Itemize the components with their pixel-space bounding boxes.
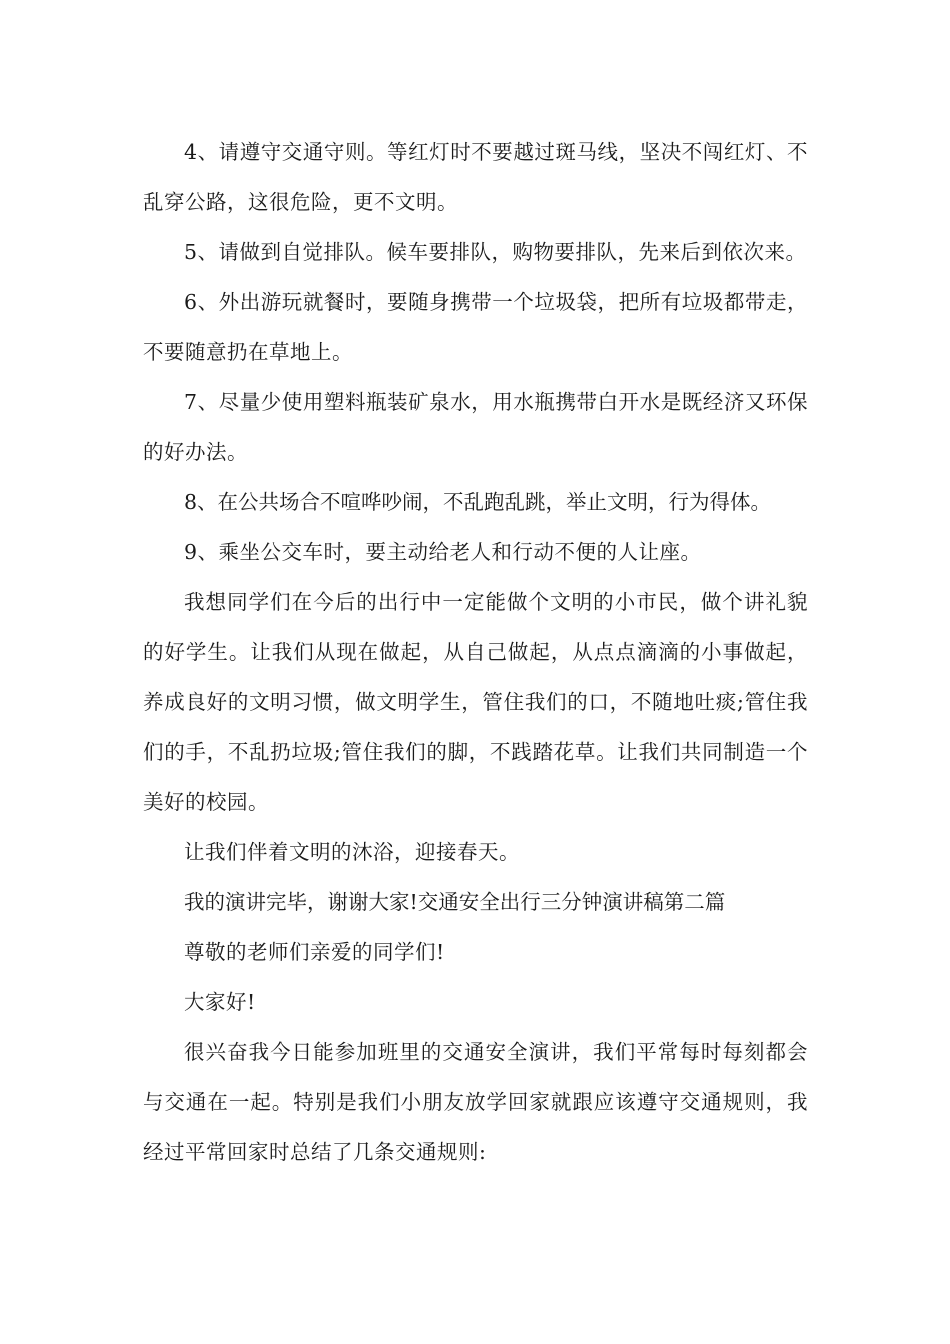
paragraph-rule-6: 6、外出游玩就餐时，要随身携带一个垃圾袋，把所有垃圾都带走，不要随意扔在草地上。 <box>143 290 808 364</box>
paragraph-rule-8: 8、在公共场合不喧哗吵闹，不乱跑乱跳，举止文明，行为得体。 <box>184 490 772 514</box>
paragraph-rule-9: 9、乘坐公交车时，要主动给老人和行动不便的人让座。 <box>184 540 702 564</box>
paragraph-salutation: 尊敬的老师们亲爱的同学们! <box>184 940 445 964</box>
paragraph-closing-and-second-title: 我的演讲完毕，谢谢大家!交通安全出行三分钟演讲稿第二篇 <box>184 890 726 914</box>
paragraph-second-speech-intro: 很兴奋我今日能参加班里的交通安全演讲，我们平常每时每刻都会与交通在一起。特别是我们小朋友放学回家就跟应该遵守交通规则，我经过平常回家时总结了几条交通规则: <box>143 1040 808 1164</box>
paragraph-rule-5: 5、请做到自觉排队。候车要排队，购物要排队，先来后到依次来。 <box>184 240 807 264</box>
paragraph-civility-appeal: 我想同学们在今后的出行中一定能做个文明的小市民，做个讲礼貌的好学生。让我们从现在做起，从自己做起，从点点滴滴的小事做起，养成良好的文明习惯，做文明学生，管住我们的口，不随地吐痰;管住我们的手，不乱扔垃圾;管住我们的脚，不践踏花草。让我们共同制造一个美好的校园。 <box>143 590 808 814</box>
paragraph-rule-7: 7、尽量少使用塑料瓶装矿泉水，用水瓶携带白开水是既经济又环保的好办法。 <box>143 390 808 464</box>
paragraph-rule-4: 4、请遵守交通守则。等红灯时不要越过斑马线，坚决不闯红灯、不乱穿公路，这很危险，更不文明。 <box>143 140 808 214</box>
document-body <box>143 127 808 1177</box>
paragraph-welcome-spring: 让我们伴着文明的沐浴，迎接春天。 <box>184 840 520 864</box>
paragraph-greeting: 大家好! <box>184 990 256 1014</box>
